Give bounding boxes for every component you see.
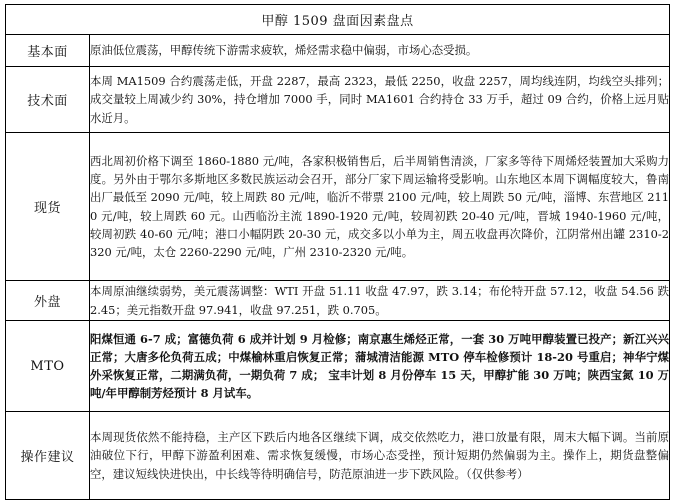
table-row-technical: [6, 67, 670, 133]
table-title-row: [6, 5, 670, 35]
table-row-mto: [6, 321, 670, 412]
row-label: 外盘: [6, 281, 90, 321]
row-label: 操作建议: [6, 412, 90, 500]
table-title: 甲醇 1509 盘面因素盘点: [6, 5, 670, 35]
table-row-spot: [6, 133, 670, 281]
row-label: MTO: [6, 321, 90, 412]
row-content: 原油低位震荡，甲醇传统下游需求疲软，烯烃需求稳中偏弱，市场心态受损。: [90, 35, 670, 67]
row-content: 本周原油继续弱势，美元震荡调整：WTI 开盘 51.11 收盘 47.97，跌 3.14；布伦特开盘 57.12，收盘 54.56 跌 2.45；美元指数开盘 97.941，收盘 97.251，跌 0.705。: [90, 281, 670, 321]
table-row-external: [6, 281, 670, 321]
row-label: 现货: [6, 133, 90, 281]
row-content: 阳煤恒通 6-7 成；富德负荷 6 成并计划 9 月检修；南京惠生烯烃正常，一套 30 万吨甲醇装置已投产；新江兴兴正常；大唐多伦负荷五成；中煤榆林重启恢复正常；蒲城清洁能源 MTO 停车检修预计 18-20 号重启；神华宁煤外采恢复正常，二期满负荷，一期负荷 7 成； 宝丰计划 8 月份停车 15 天，甲醇扩能 30 万吨；陕西宝氮 10 万吨/年甲醇制芳烃预计 8 月试车。: [90, 321, 670, 412]
row-content: 本周 MA1509 合约震荡走低，开盘 2287，最高 2323，最低 2250，收盘 2257，周均线连阴，均线空头排列；成交量较上周减少约 30%，持仓增加 7000 手，同时 MA1601 合约持仓 33 万手，超过 09 合约，价格上远月贴水近月。: [90, 67, 670, 133]
row-content: 本周现货依然不能持稳，主产区下跌后内地各区继续下调，成交依然吃力，港口放量有限，周末大幅下调。当前原油破位下行，甲醇下游盈利困难、需求恢复缓慢，市场心态受挫，预计短期仍然偏弱为主。操作上，期货盘整偏空，建议短线快进快出，中长线等待明确信号，防范原油进一步下跌风险。（仅供参考）: [90, 412, 670, 500]
methanol-factors-table: [5, 4, 670, 500]
row-label: 技术面: [6, 67, 90, 133]
table-row-fundamentals: [6, 35, 670, 67]
table-row-advice: [6, 412, 670, 500]
row-label: 基本面: [6, 35, 90, 67]
row-content: 西北周初价格下调至 1860-1880 元/吨，各家积极销售后，后半周销售清淡，厂家多等待下周烯烃装置加大采购力度。另外由于鄂尔多斯地区多数民族运动会召开，部分厂家下周运输将受影响。山东地区本周下调幅度较大，鲁南出厂最低至 2090 元/吨，较上周跌 80 元/吨，临沂不带票 2100 元/吨，较上周跌 50 元/吨，淄博、东营地区 2110 元/吨，较上周跌 60 元。山西临汾主流 1890-1920 元/吨，较周初跌 20-40 元/吨，晋城 1940-1960 元/吨，较周初跌 40-60 元/吨；港口小幅阴跌 20-30 元，成交多以小单为主，周五收盘再次降价，江阴常州出罐 2310-2320 元/吨，太仓 2260-2290 元/吨，广州 2310-2320 元/吨。: [90, 133, 670, 281]
